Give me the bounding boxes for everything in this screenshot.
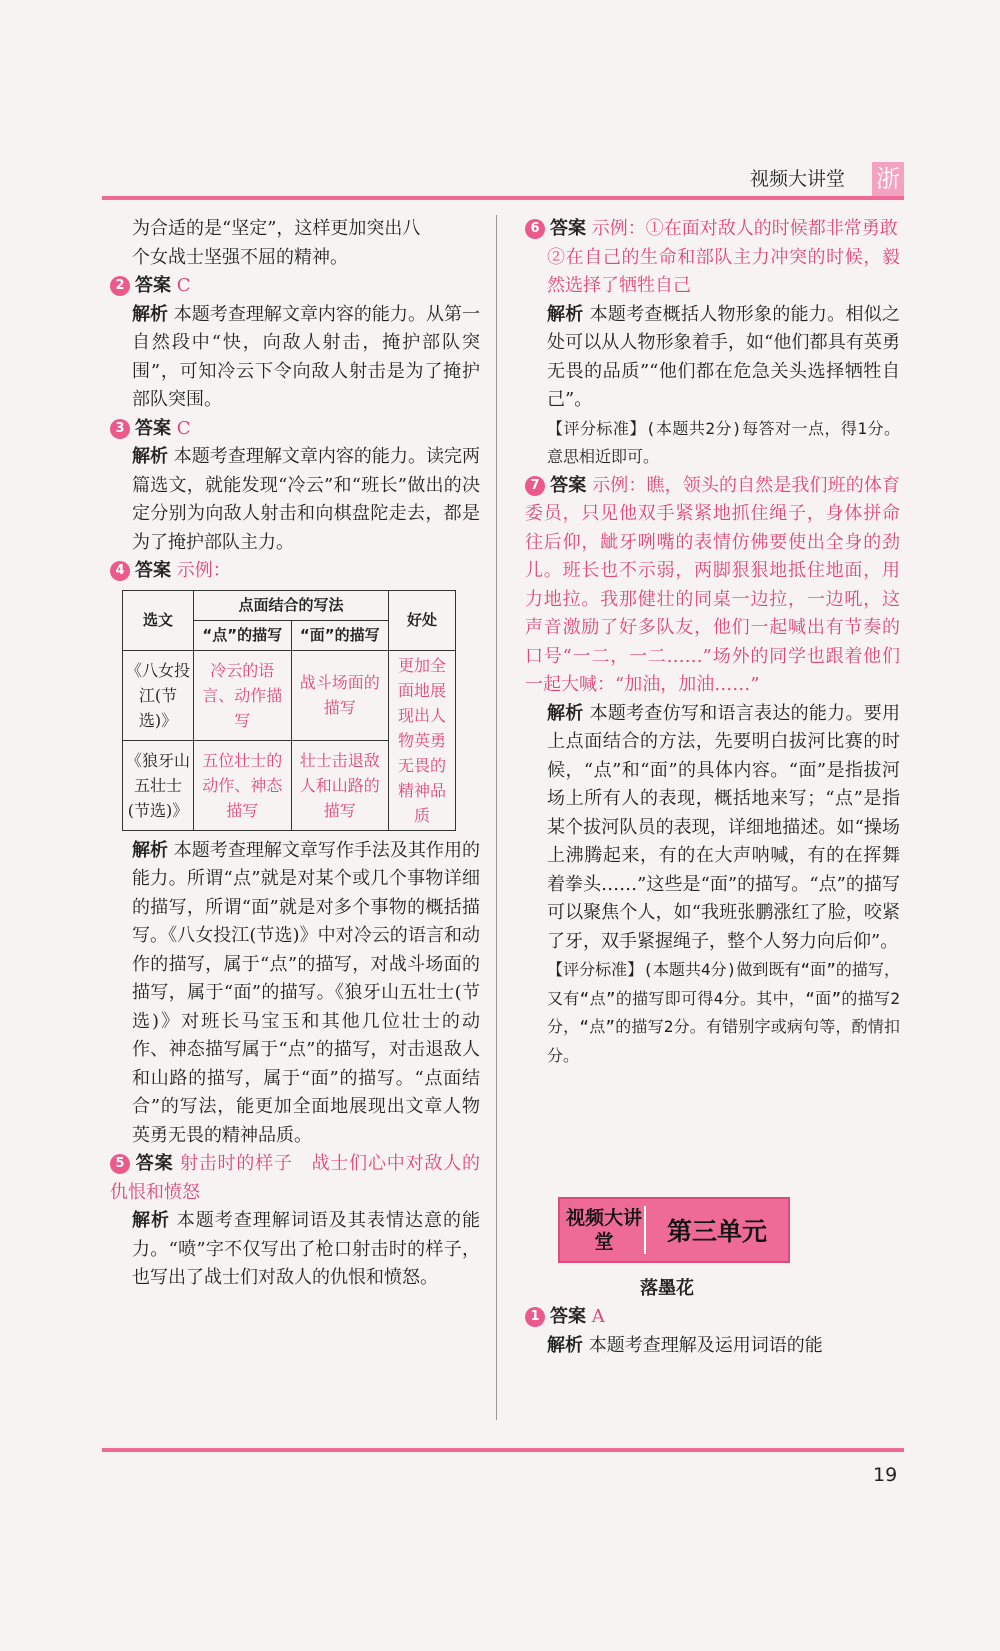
question-7 (525, 472, 900, 1071)
analysis-keyword: 解析 (547, 702, 584, 724)
answer-text: ②在自己的生命和部队主力冲突的时候，毅然选择了牺牲自己 (547, 246, 900, 296)
answer-text: A (591, 1306, 605, 1327)
table-cell-area: 战斗场面的描写 (291, 650, 389, 740)
number-badge: 4 (110, 561, 130, 581)
unit-video-label: 视频大讲堂 (564, 1206, 646, 1254)
analysis-keyword: 解析 (132, 839, 169, 861)
number-badge: 2 (110, 276, 130, 296)
right-column (525, 215, 900, 1070)
question-1 (525, 1303, 900, 1360)
analysis-keyword: 解析 (547, 1334, 583, 1356)
province-tab: 浙 (872, 162, 904, 196)
number-badge: 1 (525, 1307, 545, 1327)
intro-line: 个女战士坚强不屈的精神。 (132, 246, 348, 268)
table-header-benefit: 好处 (389, 590, 456, 650)
number-badge: 5 (110, 1154, 130, 1174)
scoring-criteria: 【评分标准】(本题共2分)每答对一点，得1分。意思相近即可。 (547, 418, 900, 466)
header-rule (102, 196, 904, 200)
table-header-method: 点面结合的写法 (194, 590, 389, 620)
analysis-text: 本题考查概括人物形象的能力。相似之处可以从人物形象着手，如“他们都具有英勇无畏的品质”“他们都在危急关头选择牺牲自己”。 (547, 303, 900, 410)
unit-banner (558, 1197, 790, 1263)
answer-keyword: 答案 (550, 218, 586, 239)
answer-keyword: 答案 (550, 1306, 586, 1327)
question-6 (525, 215, 900, 472)
answer-text: 示例：瞧，领头的自然是我们班的体育委员，只见他双手紧紧地抓住绳子，身体拼命往后仰，龇牙咧嘴的表情仿佛要使出全身的劲儿。班长也不示弱，两脚狠狠地抵住地面，用力地拉。我那健壮的同桌一边拉，一边吼，这声音激励了好多队友，他们一起喊出有节奏的口号“一二，一二……”场外的同学也跟着他们一起大喊：“加油，加油……” (525, 474, 900, 695)
table-header-point: “点”的描写 (194, 620, 292, 650)
answer-keyword: 答案 (550, 474, 587, 496)
question-4 (110, 557, 480, 1150)
question-5 (110, 1150, 480, 1293)
lesson-title: 落墨花 (640, 1278, 694, 1299)
answer-text: 示例：①在面对敌人的时候都非常勇敢 (591, 218, 898, 239)
header-label: 视频大讲堂 (750, 168, 846, 190)
table-cell-benefit: 更加全面地展现出人物英勇无畏的精神品质 (389, 650, 456, 830)
analysis-keyword: 解析 (547, 303, 584, 325)
number-badge: 6 (525, 219, 545, 239)
table-cell-selection: 《狼牙山五壮士(节选)》 (123, 740, 194, 830)
left-column (110, 215, 480, 1293)
scoring-criteria: 【评分标准】(本题共4分)做到既有“面”的描写，又有“点”的描写即可得4分。其中，“面”的描写2分，“点”的描写2分。有错别字或病句等，酌情扣分。 (547, 960, 900, 1065)
analysis-text: 本题考查理解文章内容的能力。读完两篇选文，就能发现“冷云”和“班长”做出的决定分别为向敌人射击和向棋盘陀走去，都是为了掩护部队主力。 (132, 446, 481, 553)
page-number: 19 (873, 1464, 898, 1486)
analysis-keyword: 解析 (132, 1210, 171, 1231)
number-badge: 7 (525, 476, 545, 496)
analysis-text: 本题考查理解词语及其表情达意的能力。“喷”字不仅写出了枪口射击时的样子，也写出了战士们对敌人的仇恨和愤怒。 (132, 1210, 481, 1288)
analysis-text: 本题考查理解文章写作手法及其作用的能力。所谓“点”就是对某个或几个事物详细的描写，所谓“面”就是对多个事物的概括描写。《八女投江(节选)》中对冷云的语言和动作的描写，属于“点”的描写，对战斗场面的描写，属于“面”的描写。《狼牙山五壮士(节选)》对班长马宝玉和其他几位壮士的动作、神态描写属于“点”的描写，对击退敌人和山路的描写，属于“面”的描写。“点面结合”的写法，能更加全面地展现出文章人物英勇无畏的精神品质。 (132, 839, 481, 1146)
analysis-text: 本题考查理解及运用词语的能 (588, 1334, 823, 1356)
table-cell-area: 壮士击退敌人和山路的描写 (291, 740, 389, 830)
analysis-text: 本题考查理解文章内容的能力。从第一自然段中“快，向敌人射击，掩护部队突围”，可知冷云下令向敌人射击是为了掩护部队突围。 (132, 303, 481, 410)
intro-line: 为合适的是“坚定”，这样更加突出八 (132, 218, 421, 239)
question-2 (110, 272, 480, 415)
number-badge: 3 (110, 419, 130, 439)
analysis-text: 本题考查仿写和语言表达的能力。要用上点面结合的方法，先要明白拔河比赛的时候，“点”和“面”的具体内容。“面”是指拔河场上所有人的表现，概括地来写；“点”是指某个拔河队员的表现，详细地描述。如“操场上沸腾起来，有的在大声呐喊，有的在挥舞着拳头……”这些是“面”的描写。“点”的描写可以聚焦个人，如“我班张鹏涨红了脸，咬紧了牙，双手紧握绳子，整个人努力向后仰”。 (547, 702, 900, 952)
answer-table (122, 590, 456, 831)
answer-keyword: 答案 (135, 1153, 174, 1174)
question-3 (110, 415, 480, 558)
answer-text: C (176, 417, 191, 439)
answer-keyword: 答案 (135, 560, 171, 581)
answer-keyword: 答案 (135, 275, 171, 296)
column-divider (496, 215, 497, 1420)
analysis-keyword: 解析 (132, 446, 169, 467)
table-cell-point: 五位壮士的动作、神态描写 (194, 740, 292, 830)
table-header-selection: 选文 (123, 590, 194, 650)
answer-text: 射击时的样子 战士们心中对敌人的仇恨和愤怒 (110, 1153, 481, 1203)
answer-text: C (176, 275, 191, 296)
answer-text: 示例： (176, 560, 231, 581)
answer-keyword: 答案 (135, 417, 171, 439)
unit-title: 第三单元 (666, 1217, 767, 1246)
table-cell-selection: 《八女投江(节选)》 (123, 650, 194, 740)
footer-rule (102, 1448, 904, 1452)
analysis-keyword: 解析 (132, 303, 169, 325)
table-header-area: “面”的描写 (291, 620, 389, 650)
table-cell-point: 冷云的语言、动作描写 (194, 650, 292, 740)
